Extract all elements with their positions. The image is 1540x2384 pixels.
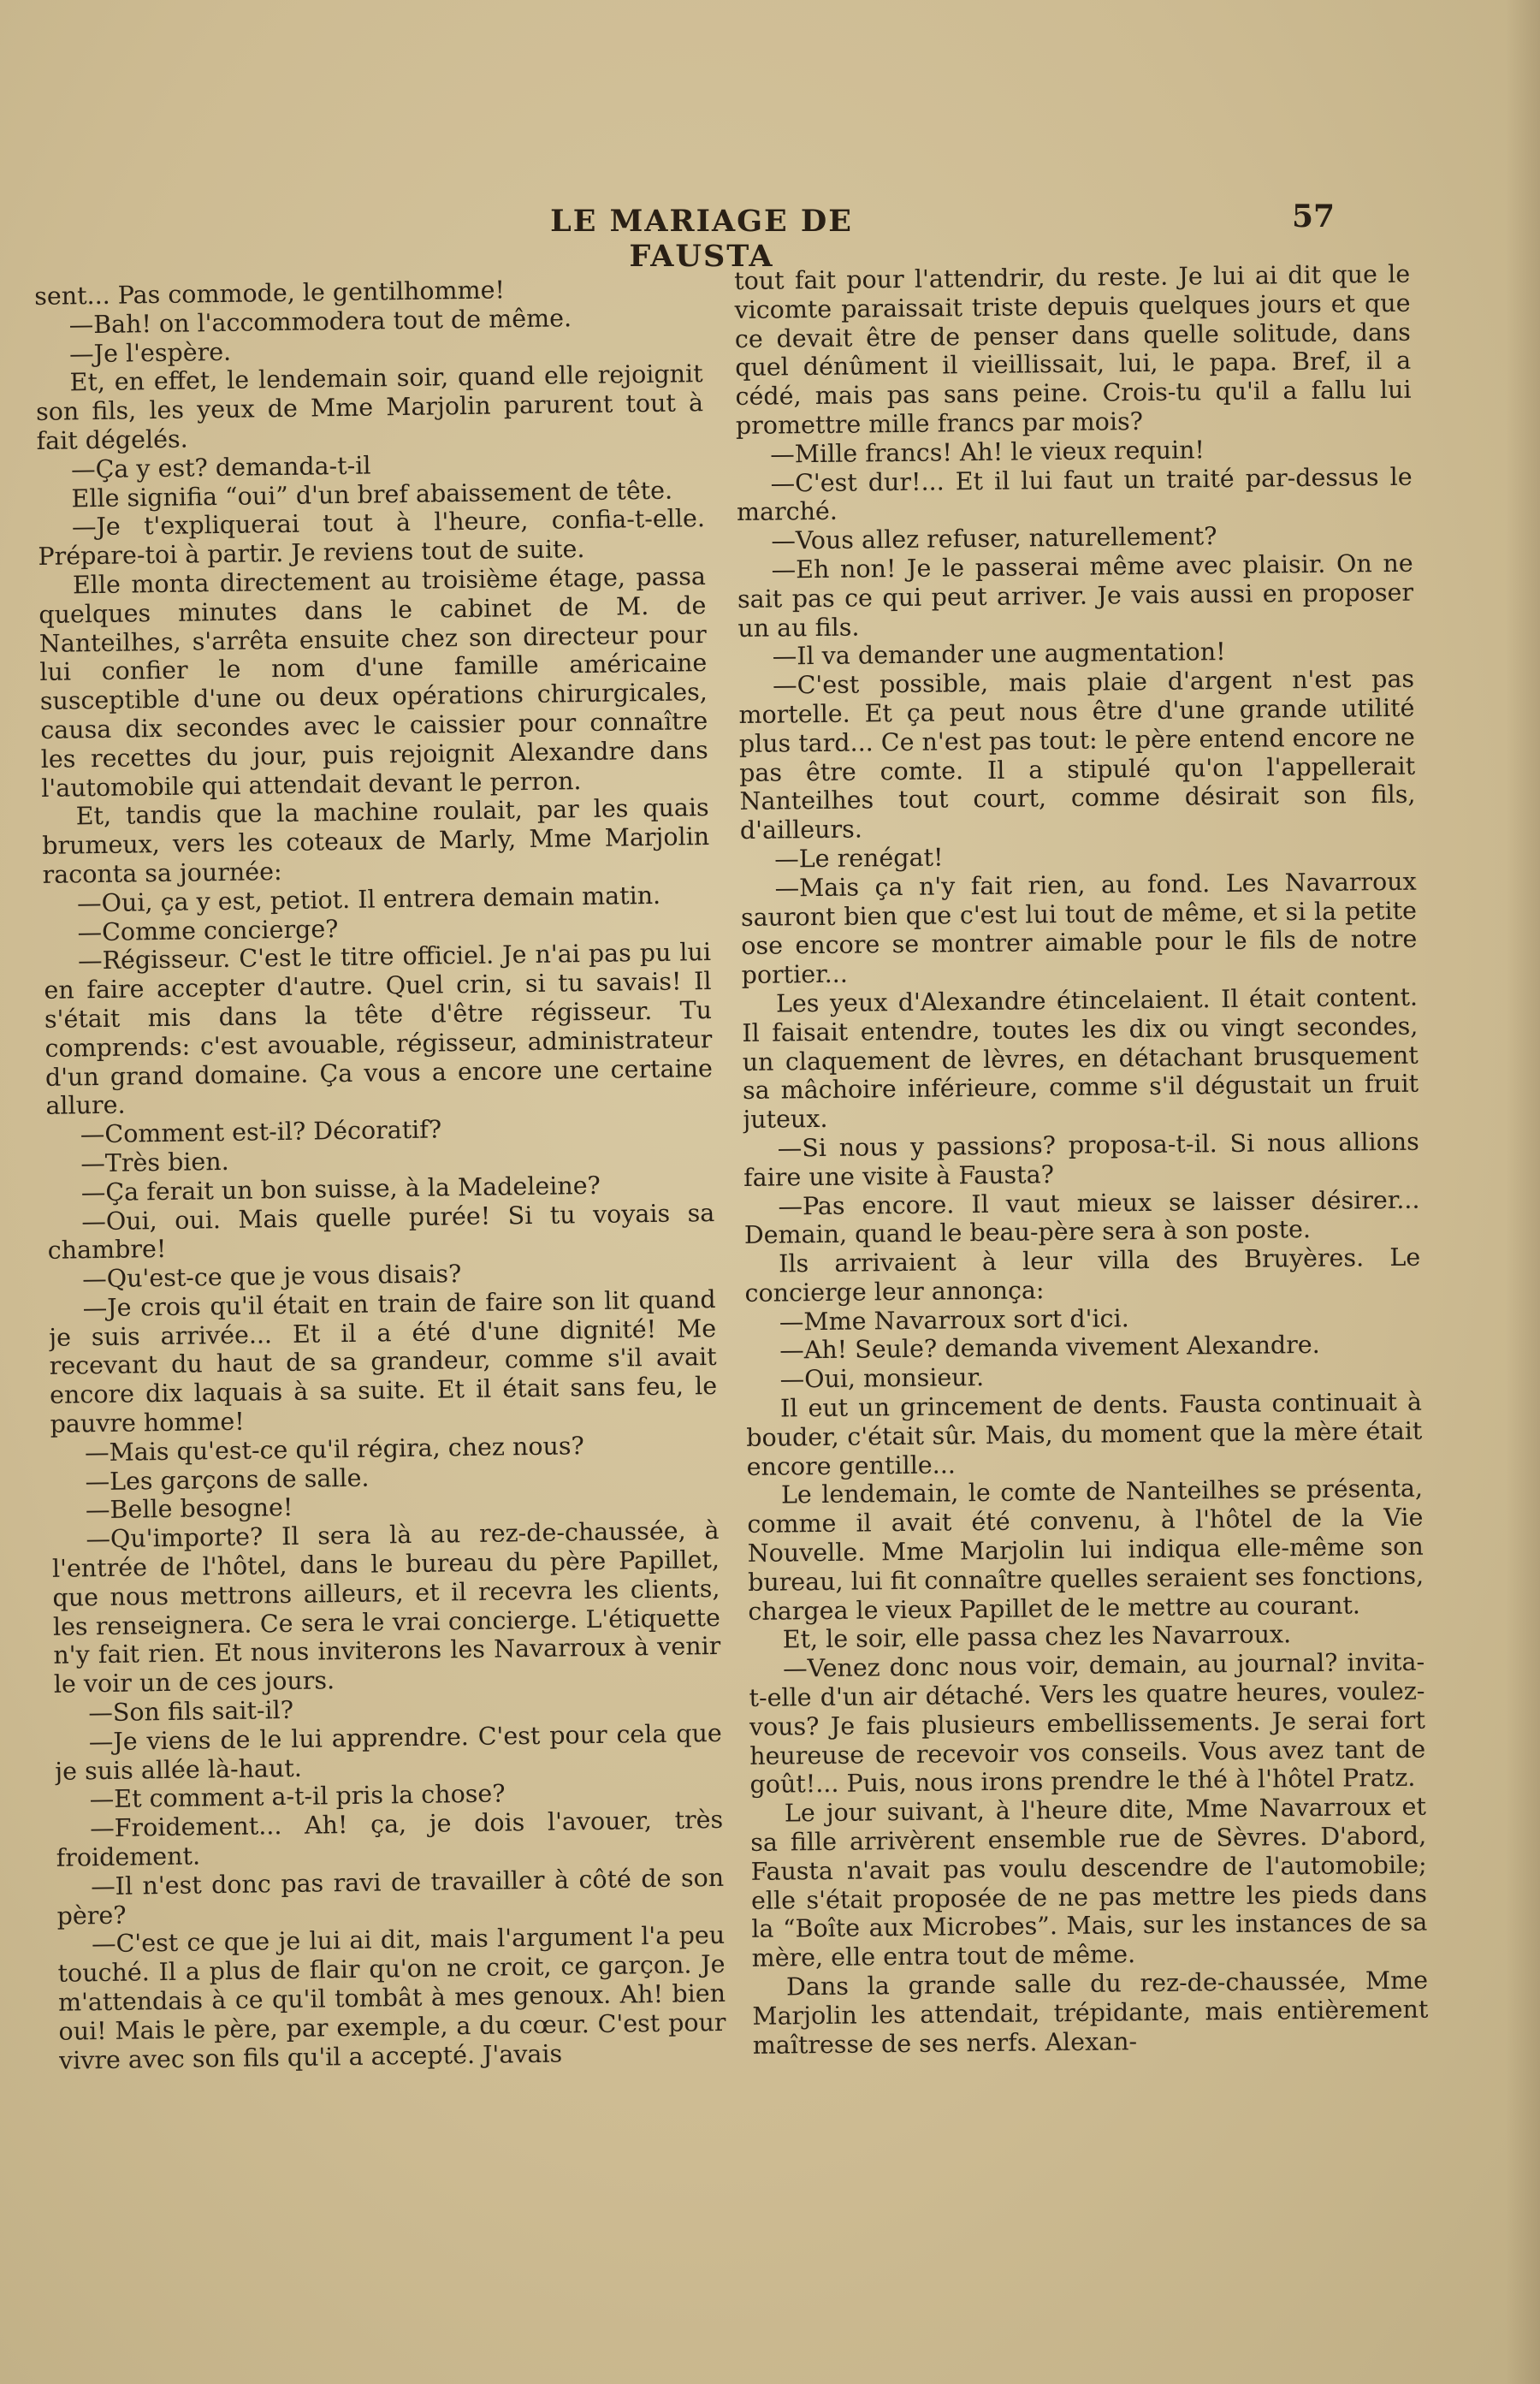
paragraph: —Je l'espère. <box>68 337 232 369</box>
paragraph: tout fait pour l'attendrir, du reste. Je lui ai dit que le vicomte paraissait triste depuis quelques jours et que ce devait être de penser dans quelle solitude, dans quel dénûment il vieillissait, lui, le papa. Bref, il a cédé, mais pas sans peine. Crois-tu qu'il a fallu lui promettre mille francs par mois? <box>734 259 1412 440</box>
paragraph: —Belle besogne! <box>85 1493 293 1525</box>
paragraph: —C'est ce que je lui ai dit, mais l'argument l'a peu touché. Il a plus de flair qu'on ne croit, ce garçon. Je m'attendais à ce qu'il tombât à mes genoux. Ah! bien oui! Mais le père, par exemple, a du cœur. C'est pour vivre avec son fils qu'il a accepté. J'avais <box>57 1921 726 2075</box>
paragraph: Elle monta directement au troisième étage, passa quelques minutes dans le cabinet de M. de Nanteilhes, s'arrêta ensuite chez son directeur pour lui confier le nom d'une famille américaine susceptible d'une ou deux opérations chirurgicales, causa dix secondes avec le caissier pour connaître les recettes du jour, puis rejoignit Alexandre dans l'automobile qui attendait devant le perron. <box>38 562 708 803</box>
paragraph: —Comment est-il? Décoratif? <box>80 1115 442 1149</box>
paragraph: —Mille francs! Ah! le vieux requin! <box>770 436 1205 469</box>
page-number: 57 <box>1292 199 1336 234</box>
paragraph: —Mais ça n'y fait rien, au fond. Les Navarroux sauront bien que c'est lui tout de même, et si la petite ose encore se montrer aimable pour le fils de notre portier... <box>740 867 1418 990</box>
paragraph: —Ah! Seule? demanda vivement Alexandre. <box>779 1331 1320 1365</box>
paragraph: —Mais qu'est-ce qu'il régira, chez nous? <box>84 1432 584 1468</box>
paragraph: Dans la grande salle du rez-de-chaussée, Mme Marjolin les attendait, trépidante, mais entièrement maîtresse de ses nerfs. Alexan- <box>752 1966 1429 2060</box>
paragraph: —Pas encore. Il vaut mieux se laisser désirer... Demain, quand le beau-père sera à son poste. <box>743 1185 1420 1250</box>
paragraph: —Les garçons de salle. <box>85 1463 370 1496</box>
paragraph: —Vous allez refuser, naturellement? <box>771 522 1217 555</box>
paragraph: Elle signifia “oui” d'un bref abaissement de tête. <box>71 476 673 513</box>
paragraph: —Et comment a-t-il pris la chose? <box>89 1779 506 1814</box>
paragraph: Il eut un grincement de dents. Fausta continuait à bouder, c'était sûr. Mais, du moment que la mère était encore gentille... <box>746 1387 1423 1481</box>
paragraph: —Ça y est? demanda-t-il <box>70 451 371 484</box>
paragraph: —Froidement... Ah! ça, je dois l'avouer, très froidement. <box>56 1806 724 1872</box>
paragraph: Et, en effet, le lendemain soir, quand elle rejoignit son fils, les yeux de Mme Marjolin parurent tout à fait dégelés. <box>35 359 704 455</box>
paragraph: —Je t'expliquerai tout à l'heure, confia-t-elle. Prépare-toi à partir. Je reviens tout de suite. <box>38 504 706 572</box>
paragraph: —Je viens de le lui apprendre. C'est pour cela que je suis allée là-haut. <box>55 1718 722 1786</box>
paragraph: Et, le soir, elle passa chez les Navarroux. <box>782 1620 1292 1654</box>
right-column <box>734 260 1431 2312</box>
paragraph: —Mme Navarroux sort d'ici. <box>779 1303 1129 1337</box>
paragraph: —Oui, oui. Mais quelle purée! Si tu voyais sa chambre! <box>47 1198 715 1266</box>
paragraph: —Si nous y passions? proposa-t-il. Si nous allions faire une visite à Fausta? <box>743 1127 1419 1192</box>
paragraph: —Bah! on l'accommodera tout de même. <box>68 304 572 340</box>
paragraph: Le jour suivant, à l'heure dite, Mme Navarroux et sa fille arrivèrent ensemble rue de Sèvres. D'abord, Fausta n'avait pas voulu descendre de l'automobile; elle s'était proposée de ne pas mettre les pieds dans la “Boîte aux Microbes”. Mais, sur les instances de sa mère, elle entra tout de même. <box>750 1792 1428 1973</box>
paragraph: —Je crois qu'il était en train de faire son lit quand je suis arrivée... Et il a été d'une dignité! Me recevant du haut de sa grandeur, comme s'il avait encore dix laquais à sa suite. Et il était sans feu, le pauvre homme! <box>48 1284 718 1438</box>
paragraph: —Très bien. <box>80 1147 229 1178</box>
paragraph: —Comme concierge? <box>77 914 339 946</box>
running-title: LE MARIAGE DE FAUSTA <box>550 204 853 274</box>
paragraph: —C'est dur!... Et il lui faut un traité par-dessus le marché. <box>736 462 1413 527</box>
paragraph: —Oui, monsieur. <box>779 1363 985 1394</box>
paragraph: sent... Pas commode, le gentilhomme! <box>34 276 506 311</box>
paragraph: —Régisseur. C'est le titre officiel. Je n'ai pas pu lui en faire accepter d'autre. Quel crin, si tu savais! Il s'était mis dans la tête d'être régisseur. Tu comprends: c'est avouable, régisseur, administrateur d'un grand domaine. Ça vous a encore une certaine allure. <box>44 938 714 1121</box>
paragraph: —Venez donc nous voir, demain, au journal? invita-t-elle d'un air détaché. Vers les quatre heures, voulez-vous? Je fais plusieurs embellissements. Je serai fort heureuse de recevoir vos conseils. Vous avez tant de goût!... Puis, nous irons prendre le thé à l'hôtel Pratz. <box>749 1647 1426 1800</box>
paragraph: —Qu'importe? Il sera là au rez-de-chaussée, à l'entrée de l'hôtel, dans le bureau du père Papillet, que nous mettrons ailleurs, et il recevra les clients, les renseignera. Ce sera le vrai concierge. L'étiquette n'y fait rien. Et nous inviterons les Navarroux à venir le voir un de ces jours. <box>51 1516 721 1699</box>
paragraph: —Il va demander une augmentation! <box>772 638 1226 671</box>
paragraph: —C'est possible, mais plaie d'argent n'est pas mortelle. Et ça peut nous être d'une grande utilité plus tard... Ce n'est pas tout: le père entend encore ne pas être comte. Il a stipulé qu'on l'appellerait Nanteilhes tout court, comme désirait son fils, d'ailleurs. <box>738 664 1416 845</box>
paragraph: —Le renégat! <box>774 843 944 874</box>
paragraph: —Il n'est donc pas ravi de travailler à côté de son père? <box>56 1863 725 1930</box>
paragraph: —Eh non! Je le passerai même avec plaisir. On ne sait pas ce qui peut arriver. Je vais aussi en proposer un au fils. <box>737 549 1414 643</box>
paragraph: Et, tandis que la machine roulait, par les quais brumeux, vers les coteaux de Marly, Mme Marjolin raconta sa journée: <box>41 793 710 889</box>
paragraph: Les yeux d'Alexandre étincelaient. Il était content. Il faisait entendre, toutes les dix ou vingt secondes, un claquement de lèvres, en détachant brusquement sa mâchoire inférieure, comme s'il dégustait un fruit juteux. <box>742 982 1419 1135</box>
paragraph: Le lendemain, le comte de Nanteilhes se présenta, comme il avait été convenu, à l'hôtel de la Vie Nouvelle. Mme Marjolin lui indiqua elle-même son bureau, lui fit connaître quelles seraient ses fonctions, chargea le vieux Papillet de le mettre au courant. <box>747 1474 1424 1626</box>
paragraph: —Son fils sait-il? <box>88 1695 294 1728</box>
left-column <box>34 273 730 2328</box>
paragraph: —Qu'est-ce que je vous disais? <box>82 1260 462 1294</box>
page-edge-shadow <box>1506 0 1540 2384</box>
paragraph: Ils arrivaient à leur villa des Bruyères. Le concierge leur annonça: <box>744 1242 1421 1308</box>
paragraph: —Ça ferait un bon suisse, à la Madeleine? <box>80 1171 601 1207</box>
paragraph: —Oui, ça y est, petiot. Il entrera demain matin. <box>76 881 661 918</box>
